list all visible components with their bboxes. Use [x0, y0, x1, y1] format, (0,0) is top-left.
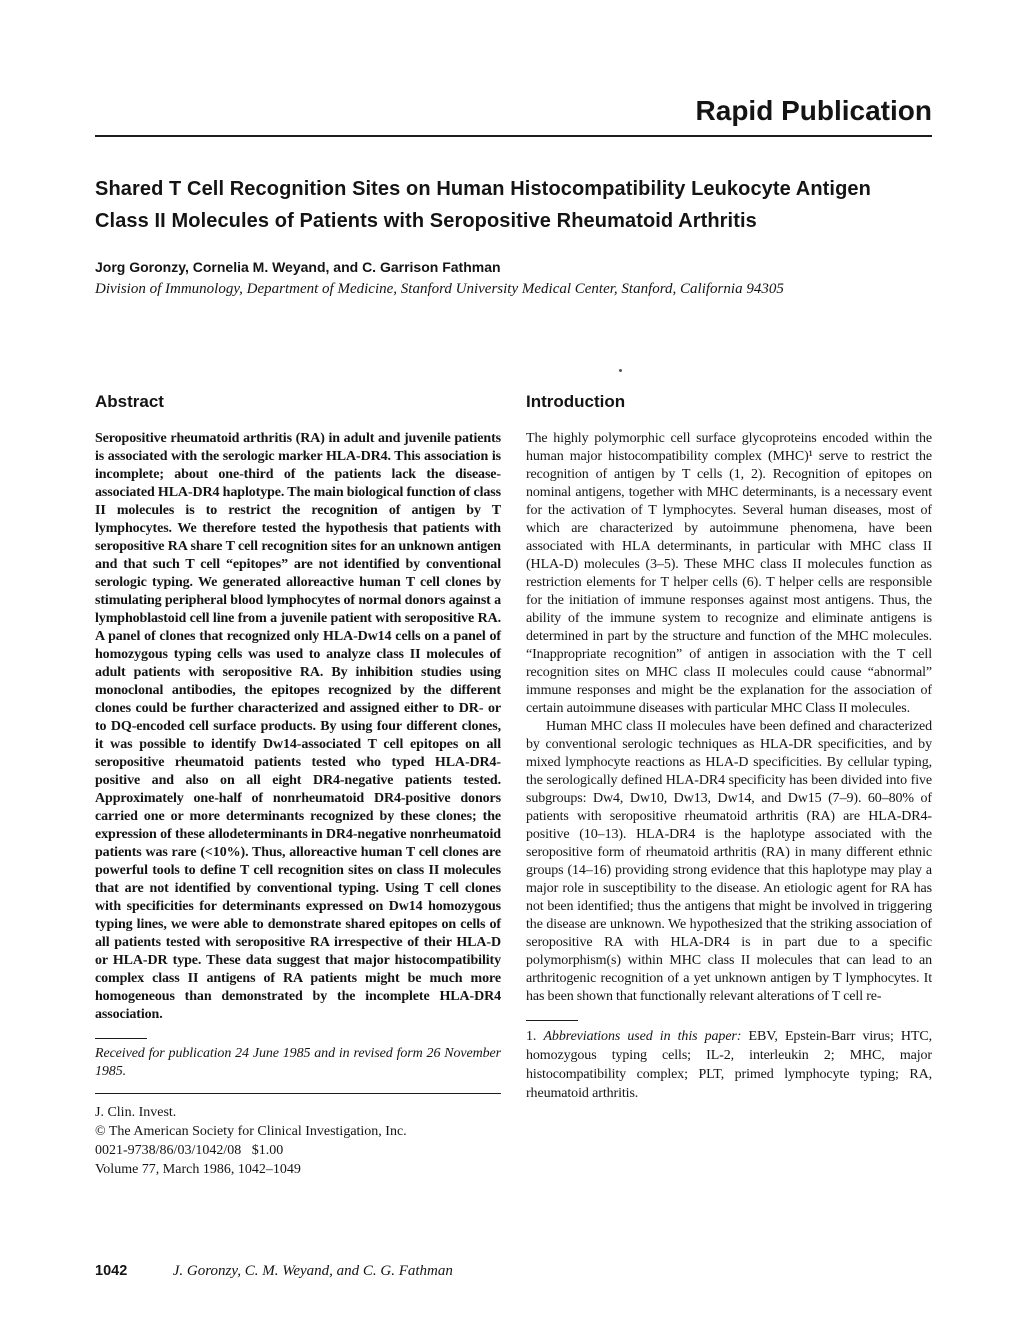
issn-price-line: 0021-9738/86/03/1042/08 $1.00 — [95, 1143, 284, 1158]
abbreviations-footnote — [526, 1027, 932, 1103]
received-note-rule — [95, 1038, 147, 1039]
left-column — [95, 392, 501, 1179]
article-title-line-2: Class II Molecules of Patients with Seropositive Rheumatoid Arthritis — [95, 210, 757, 232]
rapid-publication-banner: Rapid Publication — [695, 95, 932, 126]
introduction-heading: Introduction — [526, 392, 626, 411]
header-rule — [95, 135, 932, 137]
author-byline: Jorg Goronzy, Cornelia M. Weyand, and C. Garrison Fathman — [95, 259, 501, 275]
article-title — [95, 173, 932, 237]
received-note: Received for publication 24 June 1985 and in revised form 26 November 1985. — [95, 1046, 501, 1079]
author-affiliation: Division of Immunology, Department of Medicine, Stanford University Medical Center, Stanford, California 94305 — [95, 281, 784, 297]
abstract-heading: Abstract — [95, 392, 164, 411]
abstract-text: Seropositive rheumatoid arthritis (RA) in adult and juvenile patients is associated with the serologic marker HLA-DR4. This association is incomplete; about one-third of the patients lack the disease-associated HLA-DR4 haplotype. The main biological function of class II molecules is to restrict the recognition of antigen by T lymphocytes. We therefore tested the hypothesis that patients with seropositive RA share T cell recognition sites for an unknown antigen and that such T cell “epitopes” are not identified by conventional serologic typing. We generated alloreactive human T cell clones by stimulating peripheral blood lymphocytes of normal donors against a lymphoblastoid cell line from a juvenile patient with seropositive RA. A panel of clones that recognized only HLA-Dw14 cells on a panel of homozygous typing cells was used to analyze class II molecules of adult patients with seropositive RA. By inhibition studies using monoclonal antibodies, the epitopes recognized by the different clones could be further characterized and assigned either to DR- or to DQ-encoded cell surface products. By using four different clones, it was possible to identify Dw14-associated T cell epitopes on all seropositive rheumatoid patients tested who typed HLA-DR4-positive and also on all eight DR4-negative patients tested. Approximately one-half of nonrheumatoid DR4-positive donors carried one or more determinants recognized by these clones; the expression of these allodeterminants in DR4-negative nonrheumatoid patients was rare (<10%). Thus, alloreactive human T cell clones are powerful tools to define T cell recognition sites on class II molecules that are not identified by conventional typing. Using T cell clones with specificities for determinants expressed on Dw14 homozygous typing lines, we were able to demonstrate shared epitopes on cells of all patients tested with seropositive RA irrespective of their HLA-D or HLA-DR type. These data suggest that major histocompatibility complex class II antigens of RA patients might be much more homogeneous than demonstrated by the incomplete HLA-DR4 association. — [95, 431, 501, 1022]
scan-speck — [619, 369, 622, 372]
page-number: 1042 — [95, 1263, 128, 1279]
footnote-rule — [526, 1020, 578, 1021]
right-column — [526, 392, 932, 1103]
journal-imprint — [95, 1103, 501, 1179]
article-title-line-1: Shared T Cell Recognition Sites on Human Histocompatibility Leukocyte Antigen — [95, 178, 871, 200]
copyright-line: © The American Society for Clinical Investigation, Inc. — [95, 1124, 407, 1139]
running-authors: J. Goronzy, C. M. Weyand, and C. G. Fathman — [172, 1263, 453, 1279]
footnote-body: EBV, Epstein-Barr virus; HTC, homozygous typing cells; IL-2, interleukin 2; MHC, major histocompatibility complex; PLT, primed lymphocyte typing; RA, rheumatoid arthritis. — [526, 1029, 933, 1101]
journal-name: J. Clin. Invest. — [95, 1105, 177, 1120]
journal-imprint-rule — [95, 1093, 501, 1094]
footnote-number: 1. — [526, 1029, 537, 1044]
volume-line: Volume 77, March 1986, 1042–1049 — [95, 1162, 301, 1177]
footnote-lead: Abbreviations used in this paper: — [543, 1029, 742, 1044]
page-footer — [95, 1262, 453, 1281]
introduction-paragraph-1: The highly polymorphic cell surface glycoproteins encoded within the human major histocompatibility complex (MHC)¹ serve to restrict the recognition of antigen by T cells (1, 2). Recognition of epitopes on nominal antigens, together with MHC determinants, is a necessary event for the activation of T lymphocytes. Several human diseases, most of which are characterized by autoimmune phenomena, have been associated with HLA determinants, in particular with MHC class II (HLA-D) molecules (3–5). These MHC class II molecules function as restriction elements for T helper cells (6). T helper cells are responsible for the initiation of immune responses against most antigens. Thus, the ability of the immune system to recognize and eliminate antigens is determined in part by the structure and function of the MHC molecules. “Inappropriate recognition” of antigen in association with the T cell recognition sites on MHC class II molecules could cause “abnormal” immune responses and might be the explanation for the association of certain autoimmune diseases with particular MHC Class II molecules. — [526, 431, 932, 716]
introduction-paragraph-2: Human MHC class II molecules have been defined and characterized by conventional serologic techniques as HLA-DR specificities, and by mixed lymphocyte reactions as HLA-D specificities. By cellular typing, the serologically defined HLA-DR4 specificity has been divided into five subgroups: Dw4, Dw10, Dw13, Dw14, and Dw15 (7–9). 60–80% of patients with seropositive rheumatoid arthritis (RA) are HLA-DR4-positive (10–13). HLA-DR4 is the haplotype associated with the seropositive form of rheumatoid arthritis (RA) in many different ethnic groups (14–16) providing strong evidence that this haplotype may play a major role in susceptibility to the disease. An etiologic agent for RA has not been identified; thus the antigens that might be involved in triggering the disease are unknown. We hypothesized that the striking association of seropositive RA with HLA-DR4 is in part due to a specific polymorphism(s) within MHC class II molecules that can lead to an arthritogenic recognition of a yet unknown antigen by T lymphocytes. It has been shown that functionally relevant alterations of T cell re- — [526, 719, 932, 1004]
two-column-body — [95, 392, 932, 1179]
